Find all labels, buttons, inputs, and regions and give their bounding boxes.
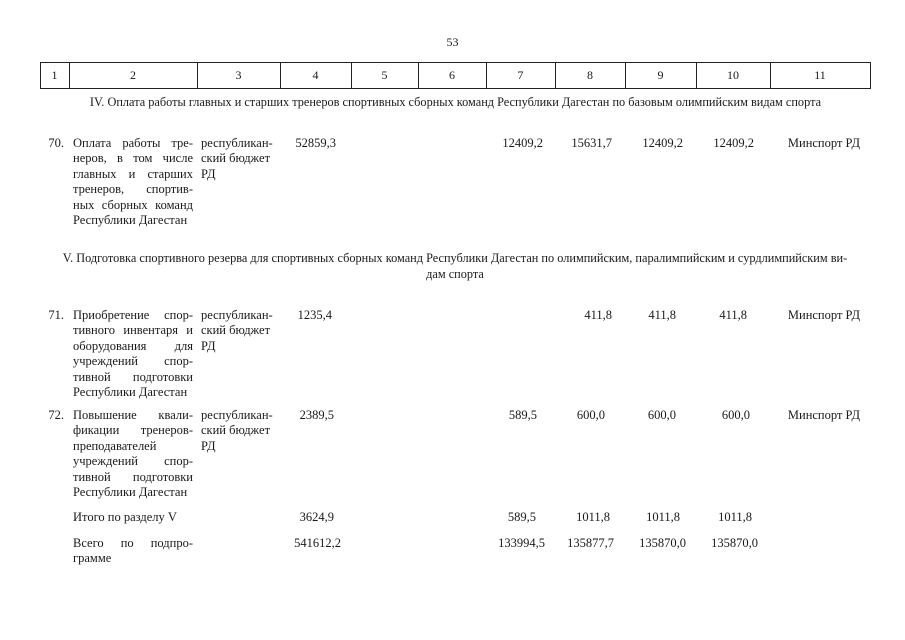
value-col8: 135877,7 (567, 536, 614, 550)
section-v-total-label: Итого по разделу V (73, 510, 177, 524)
column-header-9: 9 (657, 68, 664, 82)
funding-source-line: республикан- (201, 408, 273, 422)
value-col7: 589,5 (507, 510, 536, 524)
column-header-7: 7 (517, 68, 524, 82)
row-name-line: Республики Дагестан (73, 213, 188, 228)
row-name-line: Республики Дагестан (73, 485, 188, 500)
funding-source-line: республикан- (201, 136, 273, 150)
value-col10: 1011,8 (718, 510, 752, 524)
value-col7: 589,5 (508, 408, 537, 422)
value-total: 541612,2 (294, 536, 341, 550)
funding-source-line: РД (201, 166, 216, 181)
funding-source-line: ский бюджет (201, 323, 271, 338)
row-name-line: тивной подготовки (73, 369, 193, 384)
executor: Минспорт РД (787, 408, 861, 422)
value-col8: 15631,7 (571, 136, 612, 150)
column-header-5: 5 (381, 68, 388, 82)
row-name-line: ных сборных команд (73, 197, 193, 212)
value-col9: 1011,8 (646, 510, 680, 524)
value-col10: 411,8 (719, 308, 747, 322)
value-col9: 135870,0 (639, 536, 686, 550)
row-name-line: фикации тренеров- (73, 423, 193, 438)
executor: Минспорт РД (787, 308, 861, 322)
row-number: 70. (48, 136, 64, 150)
row-name-line: главных и старших (73, 166, 193, 181)
column-header-6: 6 (449, 68, 455, 82)
value-col10: 12409,2 (713, 136, 754, 150)
row-name (73, 136, 193, 228)
row-name-line: грамме (73, 551, 112, 566)
funding-source (201, 136, 279, 182)
column-header-11: 11 (814, 68, 826, 82)
column-header-10: 10 (727, 68, 739, 82)
header-bottom-border (40, 88, 871, 89)
value-col10: 135870,0 (711, 536, 758, 550)
row-number: 71. (48, 308, 64, 322)
value-total: 1235,4 (297, 308, 332, 322)
row-number: 72. (48, 408, 64, 422)
executor: Минспорт РД (787, 136, 861, 150)
header-divider (870, 62, 871, 89)
row-name-line: Повышение квали- (73, 408, 193, 422)
funding-source (201, 308, 279, 354)
column-header-3: 3 (235, 68, 242, 82)
row-name-line: Республики Дагестан (73, 385, 188, 400)
value-col8: 1011,8 (576, 510, 610, 524)
row-name-line: оборудования для (73, 338, 193, 353)
row-name (73, 408, 193, 500)
value-col7: 12409,2 (502, 136, 543, 150)
value-col7: 133994,5 (498, 536, 545, 550)
row-name-line: Всего по подпро- (73, 536, 193, 550)
header-top-border (40, 62, 871, 63)
row-name-line: тренеров, спортив- (73, 182, 193, 197)
value-col8: 600,0 (576, 408, 605, 422)
funding-source-line: РД (201, 338, 216, 353)
funding-source-line: республикан- (201, 308, 273, 322)
section-v-title-line: дам спорта (426, 267, 484, 281)
column-header-4: 4 (312, 68, 319, 82)
row-name-line: преподавателей (73, 438, 157, 453)
row-name-line: неров, в том числе (73, 151, 193, 166)
row-name-line: Приобретение спор- (73, 308, 193, 322)
value-col9: 600,0 (647, 408, 676, 422)
funding-source-line: ский бюджет (201, 423, 271, 438)
funding-source-line: ский бюджет (201, 151, 271, 166)
value-col9: 411,8 (648, 308, 676, 322)
row-name (73, 308, 193, 400)
row-name-line: учреждений спор- (73, 454, 193, 469)
row-name-line: тивного инвентаря и (73, 323, 193, 338)
funding-source-line: РД (201, 438, 216, 453)
column-header-1: 1 (51, 68, 58, 82)
value-col8: 411,8 (584, 308, 612, 322)
row-name-line: учреждений спор- (73, 354, 193, 369)
section-v-title-line: V. Подготовка спортивного резерва для спортивных сборных команд Республики Дагестан по олимпийским, паралимпийским и сурдлимпийским ви- (62, 251, 848, 265)
row-name-line: тивной подготовки (73, 469, 193, 484)
value-col10: 600,0 (721, 408, 750, 422)
column-header-2: 2 (130, 68, 136, 82)
column-header-8: 8 (587, 68, 593, 82)
section-v-title (36, 250, 874, 282)
section-iv-title: IV. Оплата работы главных и старших тренеров спортивных сборных команд Республики Дагестан по базовым олимпийским видам спорта (89, 95, 822, 109)
row-name-line: Оплата работы тре- (73, 136, 193, 150)
page-number: 53 (446, 35, 459, 49)
funding-source (201, 408, 279, 454)
value-total: 52859,3 (295, 136, 336, 150)
value-total: 2389,5 (299, 408, 334, 422)
value-col9: 12409,2 (642, 136, 683, 150)
value-total: 3624,9 (299, 510, 334, 524)
subprogram-total-label (73, 536, 193, 567)
